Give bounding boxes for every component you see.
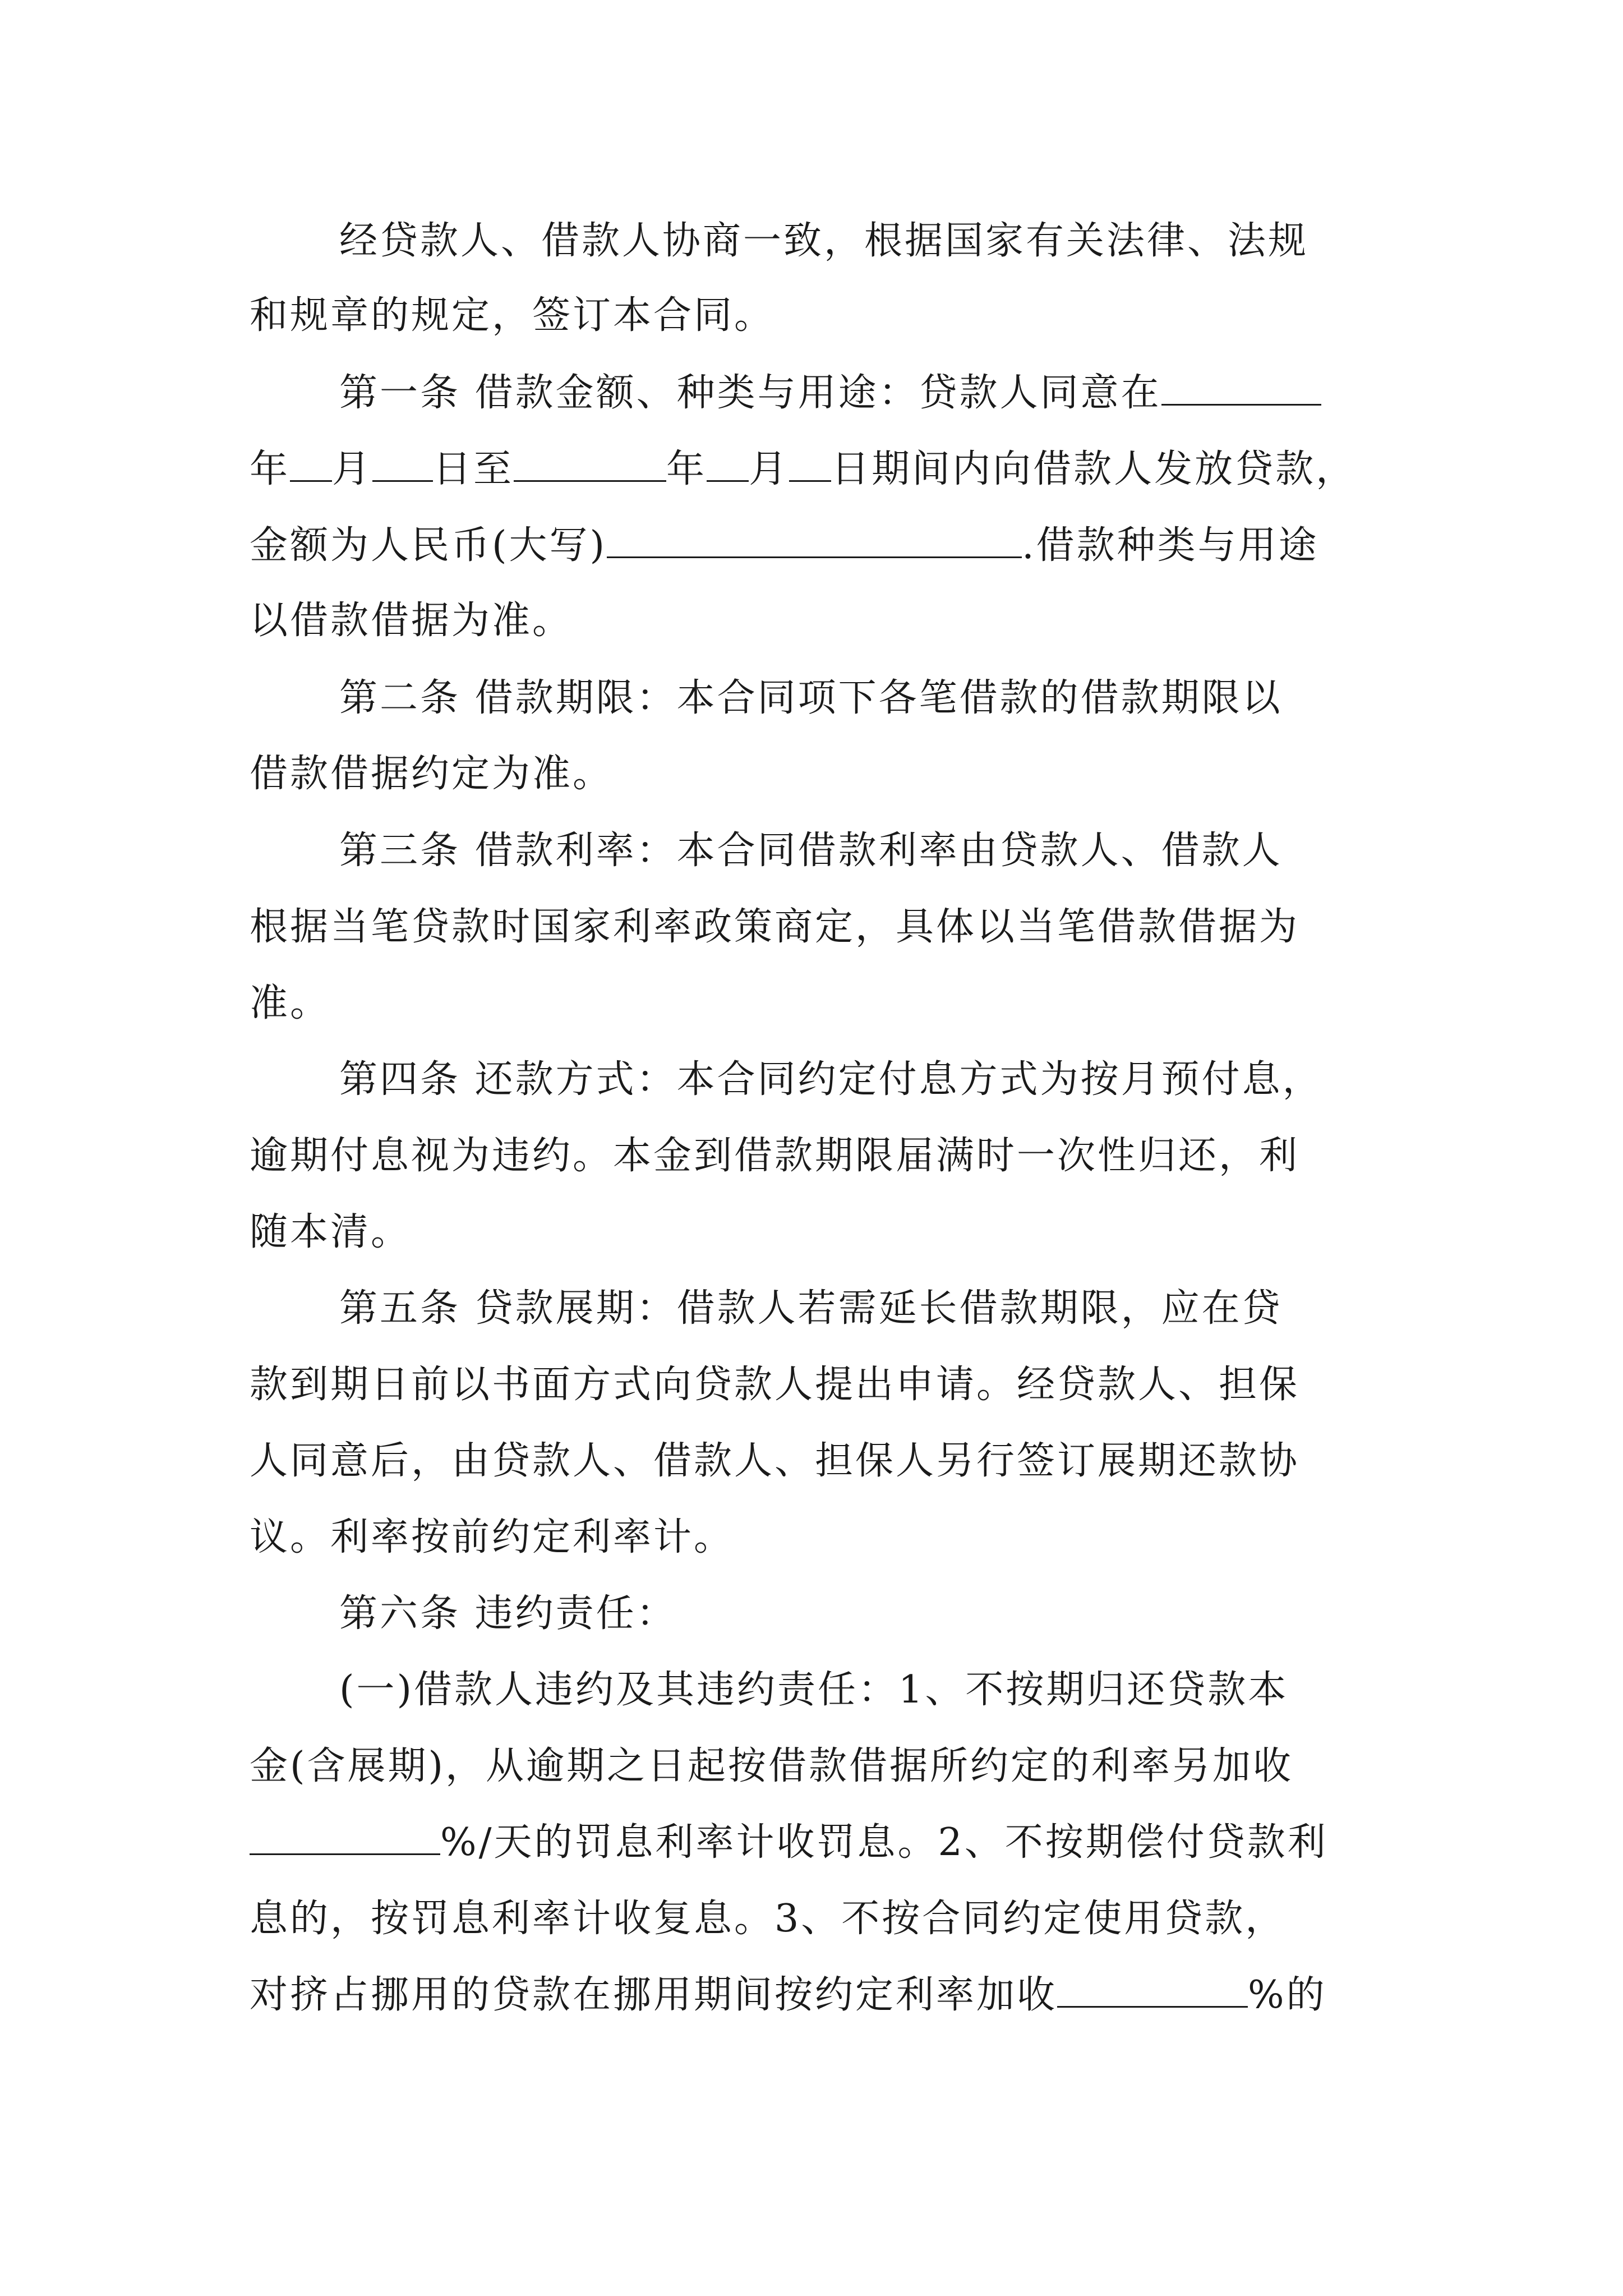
article-6-clause-1-line-1 bbox=[339, 1665, 1288, 1715]
text-run: 款到期日前以书面方式向贷款人提出申请。经贷款人、担保 bbox=[250, 1363, 1300, 1407]
article-2-line-1 bbox=[339, 673, 1283, 724]
fill-blank-start-year[interactable] bbox=[1161, 371, 1321, 406]
article-6-clause-1-line-5 bbox=[250, 1970, 1327, 2021]
text-run: %/天的罚息利率计收罚息。2、不按期偿付贷款利 bbox=[440, 1820, 1328, 1865]
article-6-clause-1-line-2 bbox=[250, 1741, 1293, 1792]
text-run: 以借款借据为准。 bbox=[250, 599, 573, 643]
article-3-line-2 bbox=[250, 902, 1299, 953]
text-run: 准。 bbox=[250, 981, 331, 1025]
article-6-heading bbox=[339, 1589, 677, 1639]
text-run: 议。利率按前约定利率计。 bbox=[250, 1515, 735, 1559]
text-run: 金(含展期)，从逾期之日起按借款借据所约定的利率另加收 bbox=[250, 1744, 1294, 1788]
fill-blank-end-day[interactable] bbox=[789, 448, 831, 482]
text-run: 第四条 还款方式：本合同约定付息方式为按月预付息， bbox=[339, 1057, 1323, 1102]
text-run: 和规章的规定，签订本合同。 bbox=[250, 293, 775, 338]
article-4-line-1 bbox=[339, 1055, 1323, 1105]
article-3-line-3 bbox=[250, 978, 330, 1029]
text-run: .借款种类与用途 bbox=[1022, 523, 1319, 568]
article-1-line-4 bbox=[250, 596, 573, 646]
text-run: 第五条 贷款展期：借款人若需延长借款期限，应在贷 bbox=[339, 1286, 1283, 1331]
fill-blank-misuse-rate[interactable] bbox=[1057, 1973, 1248, 2008]
text-run: 人同意后，由贷款人、借款人、担保人另行签订展期还款协 bbox=[250, 1439, 1300, 1483]
article-5-line-3 bbox=[250, 1436, 1299, 1487]
fill-blank-penalty-rate[interactable] bbox=[250, 1821, 440, 1855]
text-run: 月 bbox=[749, 447, 790, 491]
text-run: 根据当笔贷款时国家利率政策商定，具体以当笔借款借据为 bbox=[250, 905, 1300, 949]
text-run: 第六条 违约责任： bbox=[339, 1591, 677, 1636]
fill-blank-start-day[interactable] bbox=[372, 448, 433, 482]
text-run: 年 bbox=[666, 447, 707, 491]
fill-blank-end-year[interactable] bbox=[514, 448, 666, 482]
text-run: 日至 bbox=[433, 447, 514, 491]
article-4-line-3 bbox=[250, 1207, 411, 1258]
text-run: 借款借据约定为准。 bbox=[250, 752, 614, 796]
text-run: 随本清。 bbox=[250, 1210, 412, 1254]
text-run: 日期间内向借款人发放贷款， bbox=[831, 447, 1357, 491]
article-1-line-3 bbox=[250, 521, 1319, 571]
fill-blank-amount-uppercase[interactable] bbox=[607, 524, 1022, 558]
text-run: 经贷款人、借款人协商一致，根据国家有关法律、法规 bbox=[339, 219, 1309, 263]
article-1-line-2 bbox=[250, 444, 1356, 495]
article-1-line-1 bbox=[339, 368, 1321, 418]
article-5-line-2 bbox=[250, 1360, 1299, 1410]
text-run: 第一条 借款金额、种类与用途：贷款人同意在 bbox=[339, 371, 1161, 415]
text-run: (一)借款人违约及其违约责任：1、不按期归还贷款本 bbox=[339, 1668, 1289, 1712]
text-run: 金额为人民币(大写) bbox=[250, 523, 607, 568]
text-run: 第二条 借款期限：本合同项下各笔借款的借款期限以 bbox=[339, 676, 1283, 720]
paragraph-intro-line-1 bbox=[339, 216, 1308, 266]
fill-blank-end-month[interactable] bbox=[707, 448, 749, 482]
text-run: 息的，按罚息利率计收复息。3、不按合同约定使用贷款， bbox=[250, 1897, 1286, 1941]
article-5-line-1 bbox=[339, 1283, 1283, 1334]
text-run: 月 bbox=[332, 447, 373, 491]
paragraph-intro-line-2 bbox=[250, 291, 774, 341]
article-5-line-4 bbox=[250, 1512, 734, 1563]
article-2-line-2 bbox=[250, 749, 613, 799]
text-run: %的 bbox=[1248, 1973, 1327, 2017]
fill-blank-start-month[interactable] bbox=[290, 448, 332, 482]
text-run: 对挤占挪用的贷款在挪用期间按约定利率加收 bbox=[250, 1973, 1058, 2017]
article-6-clause-1-line-3 bbox=[250, 1818, 1328, 1868]
article-3-line-1 bbox=[339, 826, 1283, 876]
text-run: 年 bbox=[250, 447, 291, 491]
text-run: 逾期付息视为违约。本金到借款期限届满时一次性归还，利 bbox=[250, 1134, 1300, 1178]
text-run: 第三条 借款利率：本合同借款利率由贷款人、借款人 bbox=[339, 829, 1283, 873]
article-4-line-2 bbox=[250, 1131, 1299, 1181]
article-6-clause-1-line-4 bbox=[250, 1894, 1285, 1944]
